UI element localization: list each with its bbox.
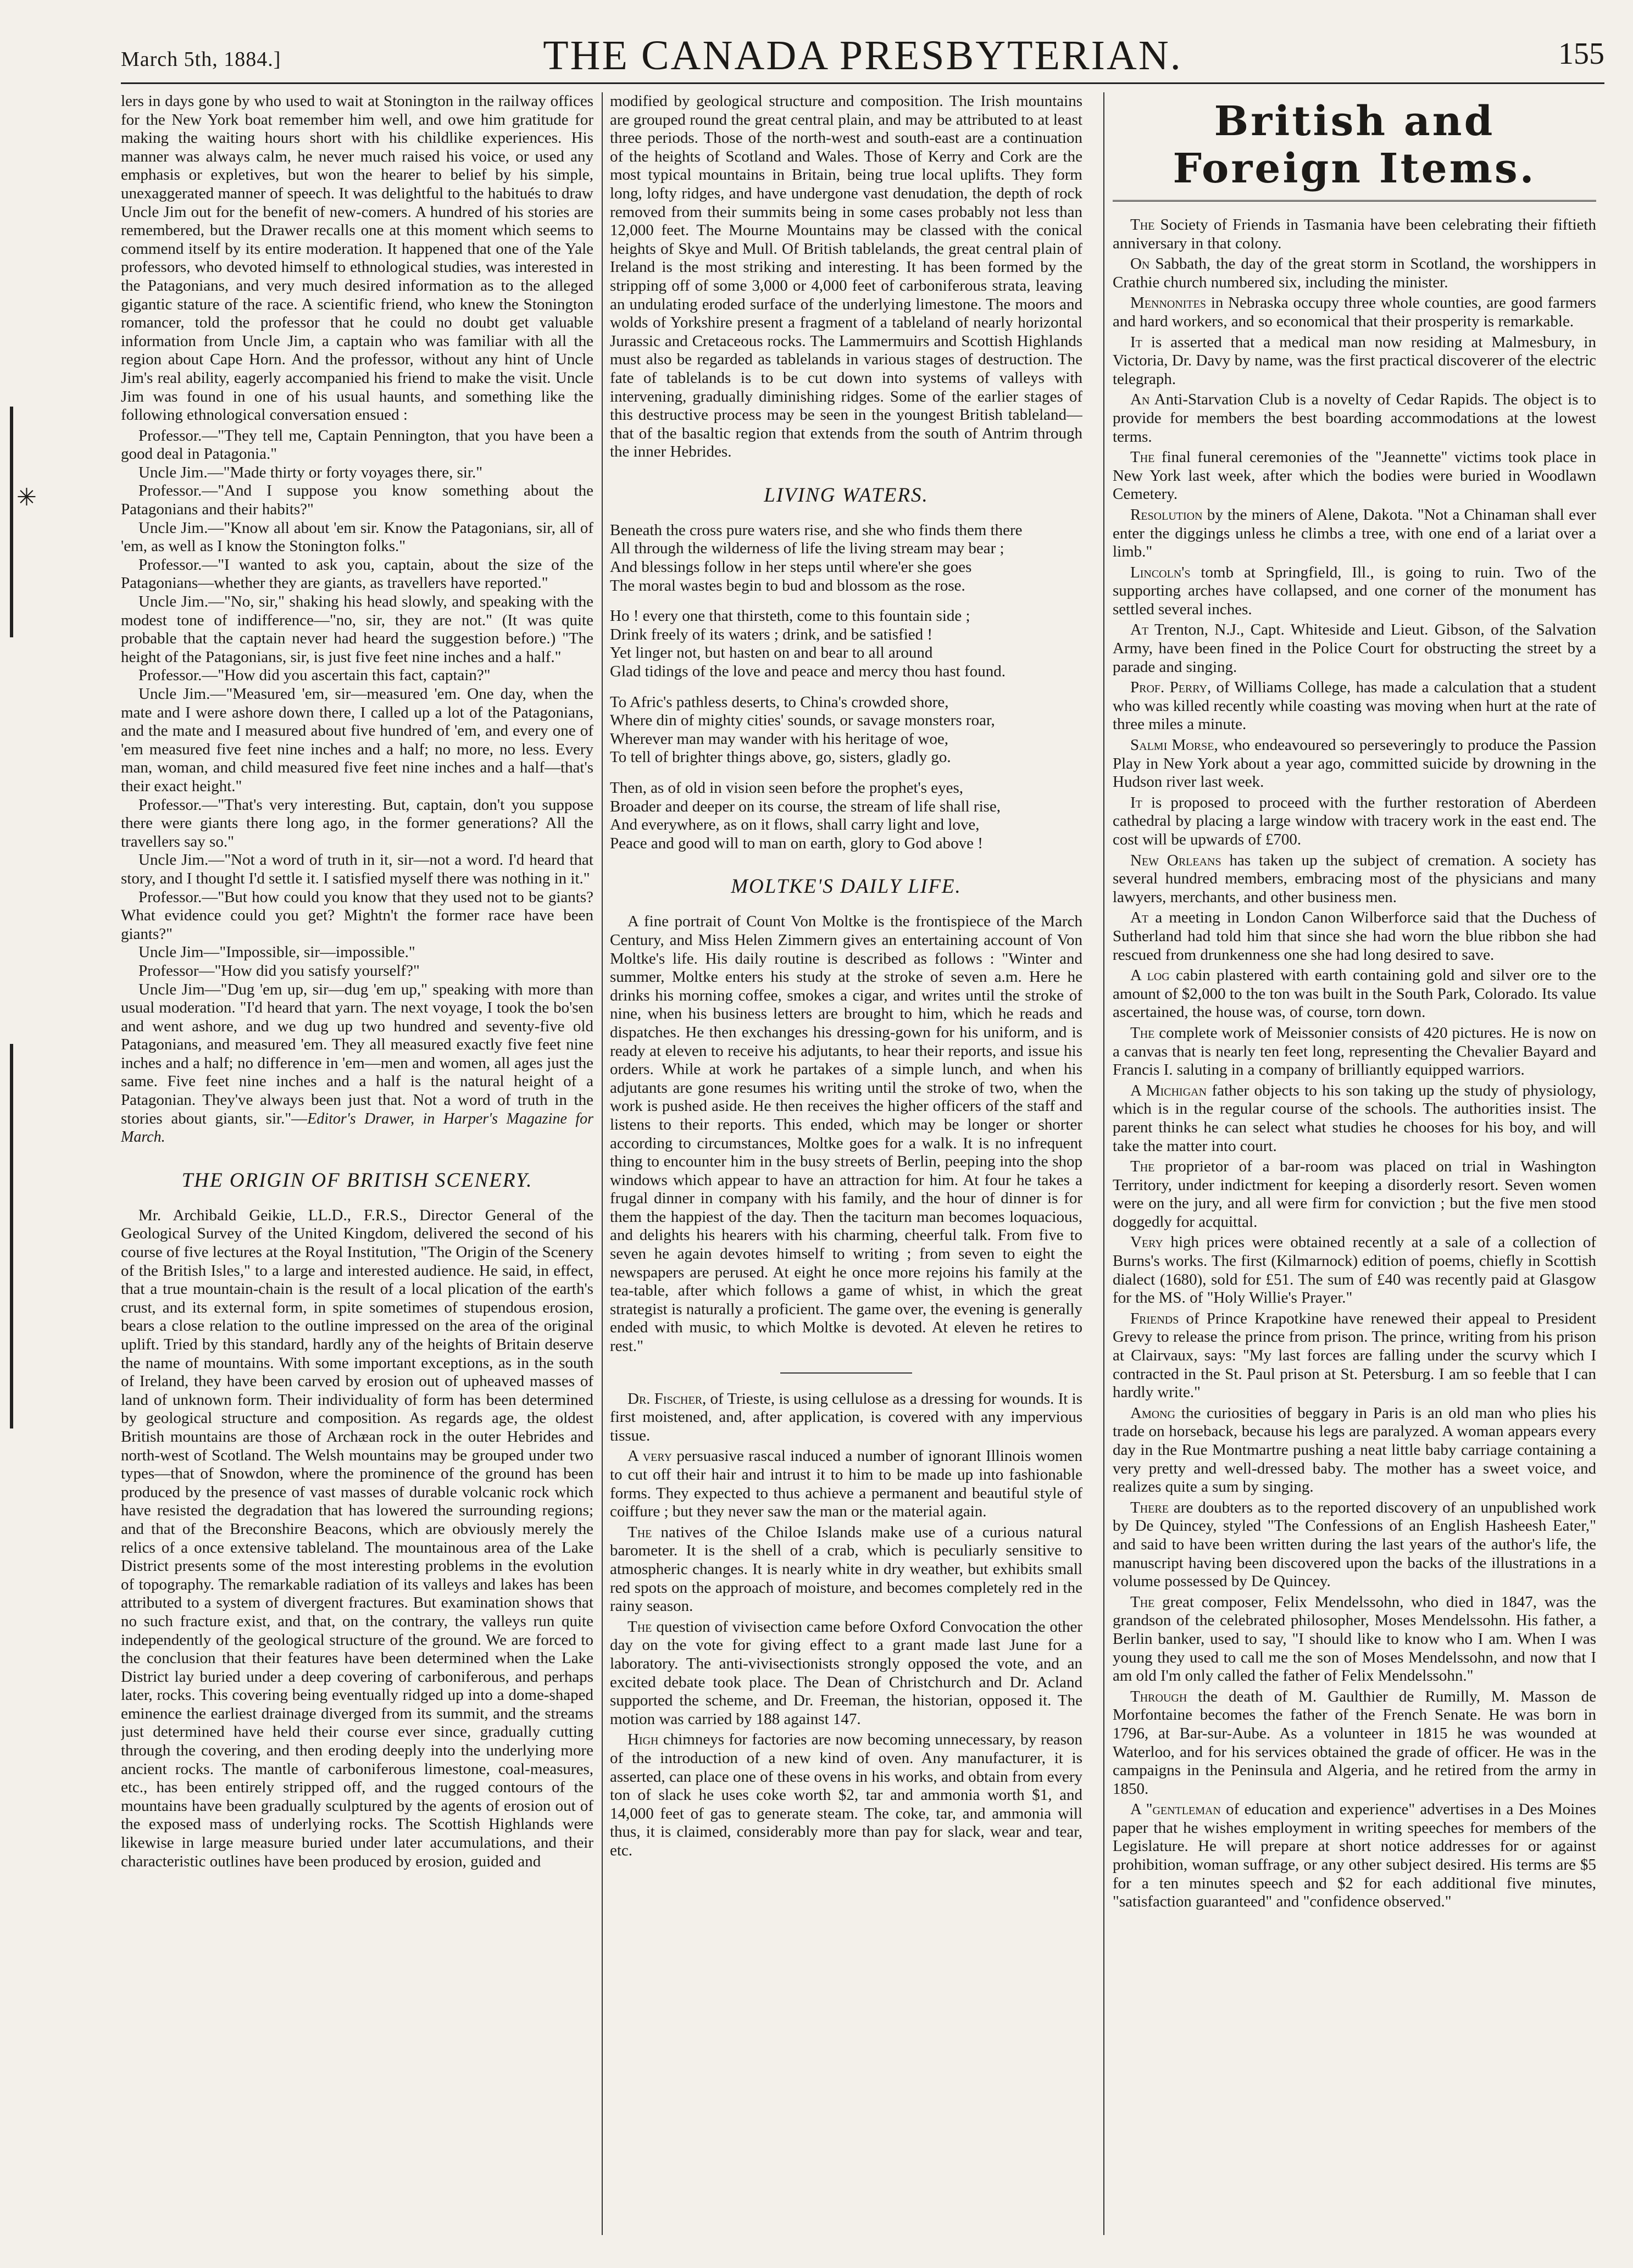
- foreign-item: [1113, 679, 1596, 734]
- dialog-line: Professor.—"That's very interesting. But, captain, don't you suppose there were giants there long ago, in the former generations? All the travellers say so.": [121, 796, 593, 850]
- foreign-item-lead: Mennonites: [1130, 294, 1206, 312]
- column-rule: [602, 92, 603, 2235]
- foreign-item-text: complete work of Meissonier consists of 420 pictures. He is now on a canvas that is nearly ten feet long, representing the Chevalier Bayard and Francis I. saluting in a company of brilliantly equipped warriors.: [1113, 1024, 1596, 1079]
- news-item-lead: A very: [627, 1447, 673, 1465]
- foreign-item-text: has taken up the subject of cremation. A society has several hundred members, embracing most of the physicians and many lawyers, merchants, and other business men.: [1113, 851, 1596, 906]
- poem-stanza: [610, 521, 1082, 595]
- foreign-item-text: by the miners of Alene, Dakota. "Not a Chinaman shall ever enter the diggings unless he climbs a tree, with one end of a lariat over a limb.": [1113, 505, 1596, 561]
- foreign-item-lead: New Orleans: [1130, 851, 1221, 869]
- foreign-item-lead: An: [1130, 391, 1150, 409]
- page-number: 155: [1558, 37, 1604, 71]
- dialog-line: Professor.—"And I suppose you know something about the Patagonians and their habits?": [121, 482, 593, 519]
- news-item-text: chimneys for factories are now becoming unnecessary, by reason of the introduction of a new kind of oven. Any manufacturer, it is asserted, can place one of these ovens in his works, and obtain from every ton of slack he uses coke worth $2, tar and ammonia worth $1, and 14,000 feet of gas to generate steam. The coke, tar, and ammonia will thus, it is claimed, considerably more than pay for slack, wear and tear, etc.: [610, 1731, 1082, 1859]
- foreign-item-text: who endeavoured so perseveringly to produce the Passion Play in New York about a year ago, committed suicide by drowning in the Hudson river last week.: [1113, 736, 1596, 791]
- margin-star-mark: ✳: [16, 484, 37, 511]
- foreign-item-lead: Salmi Morse,: [1130, 736, 1218, 754]
- poem-line: Wherever man may wander with his heritage of woe,: [610, 730, 949, 748]
- news-item: [610, 1524, 1082, 1616]
- foreign-item-lead: The: [1130, 1593, 1155, 1611]
- poem-line: Peace and good will to man on earth, glory to God above !: [610, 834, 983, 852]
- section-title-british-scenery: THE ORIGIN OF BRITISH SCENERY.: [181, 1169, 533, 1192]
- foreign-item-lead: Through: [1130, 1687, 1187, 1705]
- news-item-text: persuasive rascal induced a number of ignorant Illinois women to cut off their hair and intrust it to him to be made up into fashionable forms. They expected to thus achieve a permanent and beautiful style of coiffure ; but they never saw the man or the material again.: [610, 1447, 1082, 1521]
- dialog-line: Professor.—"But how could you know that they used not to be giants? What evidence could you get? Mightn't the former race have been giants?": [121, 888, 593, 943]
- column-rule: [1103, 92, 1104, 2235]
- foreign-item-text: the death of M. Gaulthier de Rumilly, M. Masson de Morfontaine becomes the father of the French Senate. He was born in 1796, at Bar-sur-Aube. As a volunteer in 1815 he was wounded at Waterloo, and for his services obtained the grade of officer. He was in the campaigns in the Peninsula and Algeria, and he retired from the army in 1850.: [1113, 1687, 1596, 1798]
- foreign-item-text: a meeting in London Canon Wilberforce said that the Duchess of Sutherland had told him that since she had worn the blue ribbon she had rescued from drunkenness one she had long desired to save.: [1113, 909, 1596, 964]
- foreign-item-lead: Lincoln's: [1130, 563, 1191, 581]
- foreign-item-lead: It: [1130, 333, 1142, 351]
- dialog-line: Uncle Jim—"Impossible, sir—impossible.": [138, 943, 415, 961]
- poem-line: To Afric's pathless deserts, to China's crowded shore,: [610, 693, 949, 711]
- foreign-item-lead: Among: [1130, 1404, 1176, 1422]
- foreign-item-lead: A "gentleman: [1130, 1800, 1221, 1819]
- poem-line: And blessings follow in her steps until where'er she goes: [610, 558, 972, 576]
- foreign-item: [1113, 333, 1596, 389]
- dialog-list: [121, 427, 593, 1147]
- foreign-item: [1113, 216, 1596, 253]
- foreign-item: [1113, 506, 1596, 562]
- newspaper-title: THE CANADA PRESBYTERIAN.: [543, 32, 1182, 79]
- foreign-item-text: great composer, Felix Mendelssohn, who died in 1847, was the grandson of the celebrated philosopher, Moses Mendelssohn. His father, a Berlin banker, used to say, "I should like to know who I am. When I was young they used to call me the son of Moses Mendelssohn, and now that I am old I'm only called the father of Felix Mendelssohn.": [1113, 1593, 1596, 1685]
- poem-line: Broader and deeper on its course, the stream of life shall rise,: [610, 797, 1001, 815]
- issue-date: March 5th, 1884.]: [121, 48, 281, 71]
- foreign-item-text: final funeral ceremonies of the "Jeannette" victims took place in New York last week, after which the bodies were buried in Woodlawn Cemetery.: [1113, 448, 1596, 503]
- foreign-item: [1113, 1800, 1596, 1911]
- foreign-item-text: are doubters as to the reported discovery of an unpublished work by De Quincey, styled "The Confessions of an English Hasheesh Eater," and said to have been written during the last years of the author's life, the manuscript having been discovered upon the backs of the illustrations in a volume possessed by De Quincey.: [1113, 1498, 1596, 1591]
- poem: [610, 521, 1082, 853]
- foreign-item: [1113, 1688, 1596, 1799]
- poem-line: Drink freely of its waters ; drink, and be satisfied !: [610, 625, 933, 643]
- poem-line: Where din of mighty cities' sounds, or savage monsters roar,: [610, 711, 995, 730]
- foreign-item: [1113, 1082, 1596, 1155]
- news-item-text: natives of the Chiloe Islands make use of a curious natural barometer. It is the shell of a crab, which is peculiarly sensitive to atmospheric changes. It is nearly white in dry weather, but exhibits small red spots on the approach of moisture, and becomes completely red in the rainy season.: [610, 1523, 1082, 1615]
- foreign-item: [1113, 564, 1596, 619]
- foreign-item-lead: The: [1130, 216, 1155, 234]
- foreign-item: [1113, 1233, 1596, 1307]
- dialog-line: Uncle Jim.—"Not a word of truth in it, sir—not a word. I'd heard that story, and I thought I'd settle it. I satisfied myself there was nothing in it.": [121, 851, 593, 887]
- news-item-lead: The: [627, 1617, 652, 1636]
- dialog-line: Uncle Jim.—"Made thirty or forty voyages there, sir.": [138, 463, 483, 481]
- foreign-item: [1113, 909, 1596, 964]
- news-item-text: question of vivisection came before Oxford Convocation the other day on the vote for giving effect to a grant made last June for a laboratory. The anti-vivisectionists strongly opposed the vote, and an excited debate took place. The Dean of Christchurch and Dr. Acland supported the scheme, and Dr. Freeman, the historian, opposed it. The motion was carried by 188 against 147.: [610, 1617, 1082, 1728]
- poem-line: Ho ! every one that thirsteth, come to this fountain side ;: [610, 607, 970, 625]
- foreign-item: [1113, 852, 1596, 907]
- news-item-lead: High: [627, 1731, 659, 1749]
- news-item: [610, 1618, 1082, 1729]
- foreign-item-text: of Williams College, has made a calculation that a student who was killed recently while coasting was moving when hurt at the rate of three miles a minute.: [1113, 679, 1596, 733]
- column-2: [610, 92, 1082, 2235]
- poem-line: And everywhere, as on it flows, shall carry light and love,: [610, 816, 980, 834]
- foreign-item-lead: It: [1130, 793, 1142, 811]
- foreign-item-lead: On: [1130, 255, 1150, 273]
- poem-line: Yet linger not, but hasten on and bear to all around: [610, 644, 933, 662]
- poem-line: All through the wilderness of life the living stream may bear ;: [610, 540, 1004, 558]
- foreign-item-text: is asserted that a medical man now residing at Malmesbury, in Victoria, Dr. Davy by name, was the first practical discoverer of the electric telegraph.: [1113, 333, 1596, 388]
- foreign-item: [1113, 391, 1596, 446]
- foreign-item: [1113, 255, 1596, 292]
- foreign-item: [1113, 736, 1596, 792]
- dialog-line: [121, 981, 593, 1147]
- dialog-line: Professor.—"How did you ascertain this fact, captain?": [138, 666, 491, 685]
- foreign-item-text: cabin plastered with earth containing gold and silver ore to the amount of $2,000 to the ton was built in the South Park, Colorado. Its value ascertained, the house was, of course, torn down.: [1113, 966, 1596, 1021]
- foreign-item: [1113, 966, 1596, 1022]
- column-3: [1113, 92, 1596, 2235]
- foreign-item-text: in Nebraska occupy three whole counties, are good farmers and hard workers, and so economical that their prosperity is remarkable.: [1113, 294, 1596, 330]
- section-divider: [780, 1372, 912, 1374]
- poem-line: Beneath the cross pure waters rise, and she who finds them there: [610, 521, 1023, 539]
- dialog-line: Uncle Jim.—"No, sir," shaking his head slowly, and speaking with the modest tone of indifference—"no, sir, they are not." (It was quite probable that the captain never had heard the suggestion before.) "The height of the Patagonians, sir, is just five feet nine inches and a half.": [121, 593, 593, 666]
- dialog-line: Professor—"How did you satisfy yourself?": [138, 961, 420, 980]
- foreign-item-text: proprietor of a bar-room was placed on trial in Washington Territory, under indictment for keeping a disorderly resort. Seven women were on the jury, and all were firm for conviction ; but the five men stood doggedly for acquittal.: [1113, 1158, 1596, 1231]
- foreign-item: [1113, 1310, 1596, 1402]
- news-item-text: of Trieste, is using cellulose as a dressing for wounds. It is first moistened, and, after application, is covered with any impervious tissue.: [610, 1389, 1082, 1444]
- foreign-item-text: Trenton, N.J., Capt. Whiteside and Lieut. Gibson, of the Salvation Army, have been fined in the Police Court for obstructing the street by a parade and singing.: [1113, 621, 1596, 676]
- poem-line: Then, as of old in vision seen before the prophet's eyes,: [610, 779, 964, 797]
- poem-stanza: [610, 779, 1082, 853]
- poem-line: The moral wastes begin to bud and blossom as the rose.: [610, 576, 965, 594]
- foreign-item-lead: The: [1130, 1024, 1155, 1042]
- header-rule: [121, 82, 1604, 84]
- foreign-item-lead: The: [1130, 1158, 1155, 1176]
- foreign-item-lead: A log: [1130, 966, 1170, 985]
- british-scenery-continued: modified by geological structure and composition. The Irish mountains are grouped round the great central plain, and may be attributed to at least three periods. Those of the north-west and south-east are a continuation of the heights of Scotland and Wales. Those of Kerry and Cork are the most typical mountains in Britain, being true local uplifts. They form long, lofty ridges, and have undergone vast denudation, the depth of rock removed from their summits being in some cases probably not less than 12,000 feet. The Mourne Mountains may be classed with the conical heights of Skye and Mull. Of British tablelands, the great central plain of Ireland is the most striking and interesting. It has been formed by the stripping off of some 3,000 or 4,000 feet of carboniferous strata, leaving an undulating eroded surface of the underlying limestone. The moors and wolds of Yorkshire present a fragment of a tableland of nearly horizontal Jurassic and Cretaceous rocks. The Lammermuirs and Scottish Highlands must also be regarded as tablelands in various stages of destruction. The fate of tablelands is to be cut down into systems of valleys with intervening, gradually diminishing ridges. Some of the earlier stages of this destructive process may be seen in the youngest British tableland—that of the basaltic region that extends from the south of Antrim through the inner Hebrides.: [610, 92, 1082, 461]
- foreign-item-lead: Resolution: [1130, 505, 1203, 524]
- news-item-lead: Dr. Fischer,: [627, 1389, 707, 1408]
- foreign-item-lead: At: [1130, 909, 1149, 927]
- poem-stanza: [610, 693, 1082, 767]
- news-item: [610, 1731, 1082, 1860]
- poem-line: To tell of brighter things above, go, sisters, gladly go.: [610, 748, 951, 766]
- news-item-lead: The: [627, 1523, 652, 1541]
- page-header: [121, 29, 1604, 78]
- dialog-line: Uncle Jim.—"Measured 'em, sir—measured 'em. One day, when the mate and I were ashore down there, I called up a lot of the Patagonians, and the mate and I measured about five hundred of 'em, and every one of 'em measured five feet nine inches and a half; no more, no less. Every man, woman, and child measured five feet nine inches and a half—that's their exact height.": [121, 685, 593, 795]
- british-foreign-items-heading: British and Foreign Items.: [1113, 98, 1596, 202]
- foreign-item: [1113, 1158, 1596, 1231]
- foreign-item-lead: The: [1130, 448, 1155, 466]
- poem-stanza: [610, 607, 1082, 681]
- margin-binding-mark: [10, 1044, 13, 1428]
- foreign-item-lead: There: [1130, 1498, 1169, 1516]
- foreign-item: [1113, 1499, 1596, 1591]
- section-title-living-waters: LIVING WATERS.: [764, 483, 929, 507]
- foreign-item-lead: Prof. Perry,: [1130, 679, 1212, 697]
- foreign-item-lead: Friends: [1130, 1309, 1179, 1327]
- foreign-item: [1113, 1024, 1596, 1080]
- moltke-text: A fine portrait of Count Von Moltke is the frontispiece of the March Century, and Miss Helen Zimmern gives an entertaining account of Von Moltke's life. His daily routine is described as follows : "Winter and summer, Moltke enters his study at the stroke of seven a.m. Here he drinks his morning coffee, smokes a cigar, and writes until the stroke of nine, when his business letters are brought to him, which he reads and dispatches. He then exchanges his dressing-gown for his uniform, and is ready at eleven to receive his adjutants, to hear their reports, and issue his orders. While at work he partakes of a simple lunch, and when his adjutants are gone resumes his writing until the stroke of two, when the work is pushed aside. He then receives the higher officers of the staff and listens to their reports. This ended, which may be longer or shorter according to circumstances, Moltke goes for a walk. It is no infrequent thing to encounter him in the busy streets of Berlin, peeping into the shop windows which appear to have an attraction for him. At four he takes a frugal dinner in company with his family, and the hour of dinner is for them the happiest of the day. Then the taciturn man becomes loquacious, and delights his hearers with his charming, cheerful talk. From five to seven he again devotes himself to writing ; from seven to eight the newspapers are perused. At eight he once more rejoins his family at the tea-table, after which follows a game of whist, in which the great strategist is naturally a proficient. The game over, the evening is generally ended with music, to which Moltke is devoted. At eleven he retires to rest.": [610, 913, 1082, 1355]
- foreign-item-text: Sabbath, the day of the great storm in Scotland, the worshippers in Crathie church numbered six, including the minister.: [1113, 255, 1596, 291]
- dialog-line: Uncle Jim.—"Know all about 'em sir. Know the Patagonians, sir, all of 'em, as well as I know the Stonington folks.": [121, 519, 593, 555]
- news-item: [610, 1447, 1082, 1521]
- foreign-item-text: the curiosities of beggary in Paris is an old man who plies his trade on horseback, because his legs are paralyzed. A woman appears every day in the Rue Montmartre pushing a neat little baby carriage containing a very pretty and well-dressed baby. The mother has a sweet voice, and realizes quite a sum by singing.: [1113, 1404, 1596, 1496]
- foreign-item-text: of education and experience" advertises in a Des Moines paper that he wishes employment in writing speeches for members of the Legislature. He will prepare at short notice addresses for or against prohibition, woman suffrage, or any other subject desired. His terms are $5 for a ten minutes speech and $2 for each additional five minutes, "satisfaction guaranteed" and "confidence observed.": [1113, 1800, 1596, 1911]
- dialog-line-text: Uncle Jim—"Dug 'em up, sir—dug 'em up," speaking with more than usual moderation. "I'd heard that yarn. The next voyage, I took the bo'sen and went ashore, and we dug up two hundred and seventy-five old Patagonians, and measured 'em. They all measured exactly five feet nine inches and a half; no difference in 'em—men and women, all ages just the same. Five feet nine inches and a half is the natural height of a Patagonian. They've always been just that. Not a word of truth in the stories about giants, sir."—: [121, 980, 593, 1127]
- foreign-item: [1113, 448, 1596, 504]
- news-item: [610, 1390, 1082, 1446]
- foreign-item: [1113, 1404, 1596, 1497]
- foreign-item-lead: At: [1130, 621, 1149, 639]
- uncle-jim-intro: lers in days gone by who used to wait at Stonington in the railway offices for the New York boat remember him well, and owe him gratitude for making the waiting hours short with his childlike experiences. His manner was always calm, he never much raised his voice, or used any emphasis or expletives, but won the hearer to belief by his simple, unexaggerated manner of speech. It was delightful to the habitués to draw Uncle Jim out for the benefit of new-comers. A hundred of his stories are remembered, but the Drawer recalls one at this moment which seems to commend itself by its entire moderation. It happened that one of the Yale professors, who devoted himself to ethnological studies, was interested in the Patagonians, and very much desired information as to the alleged gigantic stature of the race. A scientific friend, who knew the Stonington romancer, told the professor that he could no doubt get valuable information from Uncle Jim, a captain who was familiar with all the region about Cape Horn. And the professor, without any hint of Uncle Jim's real ability, eagerly accompanied his friend to make the visit. Uncle Jim was found in one of his usual haunts, and something like the following ethnological conversation ensued :: [121, 92, 593, 424]
- foreign-item-lead: Very: [1130, 1233, 1163, 1252]
- margin-binding-mark: [10, 407, 13, 637]
- article-source: Editor's Drawer, in Harper's Magazine for March.: [121, 1110, 593, 1146]
- foreign-item: [1113, 794, 1596, 849]
- foreign-item-text: father objects to his son taking up the study of physiology, which is in the regular course of the schools. The authorities insist. The parent thinks he can select what studies he chooses for his boy, and will take the matter into court.: [1113, 1081, 1596, 1155]
- foreign-item-text: Anti-Starvation Club is a novelty of Cedar Rapids. The object is to provide for members the best boarding accommodations at the lowest terms.: [1113, 391, 1596, 446]
- dialog-line: Professor.—"I wanted to ask you, captain, about the size of the Patagonians—whether they are giants, as travellers have reported.": [121, 555, 593, 592]
- foreign-item-text: of Prince Krapotkine have renewed their appeal to President Grevy to release the prince from prison. The prince, writing from his prison at Clairvaux, says: "My last forces are falling under the scurvy which I contracted in the St. Paul prison at St. Petersburg. I am so feeble that I can hardly write.": [1113, 1309, 1596, 1402]
- foreign-item-text: tomb at Springfield, Ill., is going to ruin. Two of the supporting arches have collapsed, and one corner of the monument has settled several inches.: [1113, 563, 1596, 618]
- dialog-line: Professor.—"They tell me, Captain Pennington, that you have been a good deal in Patagonia.": [121, 426, 593, 463]
- foreign-item-text: is proposed to proceed with the further restoration of Aberdeen cathedral by placing a large window with tracery work in the east end. The cost will be upwards of £700.: [1113, 793, 1596, 848]
- section-title-moltke: MOLTKE'S DAILY LIFE.: [731, 875, 962, 898]
- column-1: [121, 92, 593, 2235]
- british-foreign-items-list: [1113, 216, 1596, 1911]
- british-scenery-text: Mr. Archibald Geikie, LL.D., F.R.S., Director General of the Geological Survey of the United Kingdom, delivered the second of his course of five lectures at the Royal Institution, "The Origin of the Scenery of the British Isles," to a large and interested audience. He said, in effect, that a true mountain-chain is the result of a local plication of the earth's crust, and its external form, in spite sometimes of stupendous erosion, bears a close relation to the outline impressed on the area of the original uplift. Tried by this standard, hardly any of the heights of Britain deserve the name of mountains. With some important exceptions, as in the south of Ireland, they have been carved by erosion out of upheaved masses of land of unknown form. Their individuality of form has been determined by geological structure and composition. As regards age, the oldest British mountains are those of Archæan rock in the outer Hebrides and north-west of Scotland. The Welsh mountains may be grouped under two types—that of Snowdon, where the prominence of the ground has been produced by the presence of vast masses of durable volcanic rock which have resisted the degradation that has lowered the surrounding regions; and that of the Breconshire Beacons, which are obviously merely the relics of a once extensive tableland. The mountainous area of the Lake District presents some of the most interesting problems in the evolution of topography. The remarkable radiation of its valleys and lakes has been attributed to a system of divergent fractures. But examination shows that no such fracture exist, and that, on the contrary, the valleys run quite independently of the geological structure of the ground. We are forced to the conclusion that their features have been determined when the Lake District lay buried under a deep covering of carboniferous, and perhaps later, rocks. This covering being eventually ridged up into a dome-shaped eminence the earliest drainage diverged from its summit, and the streams just determined have held their course ever since, gradually cutting through the covering, and then eroding deeply into the underlying more ancient rocks. The mantle of carboniferous limestone, coal-measures, etc., has been entirely stripped off, and the rugged contours of the mountains have been gradually sculptured by the agents of erosion out of the exposed mass of underlying rocks. The Scottish Highlands were likewise in large measure buried under later accumulations, and their characteristic outlines have been produced by erosion, guided and: [121, 1206, 593, 1870]
- foreign-item: [1113, 621, 1596, 676]
- foreign-item: [1113, 294, 1596, 331]
- foreign-item-text: Society of Friends in Tasmania have been celebrating their fiftieth anniversary in that colony.: [1113, 216, 1596, 252]
- foreign-item-text: high prices were obtained recently at a sale of a collection of Burns's works. The first (Kilmarnock) edition of poems, chiefly in Scottish dialect (1680), sold for £51. The sum of £40 was recently paid at Glasgow for the MS. of "Holy Willie's Prayer.": [1113, 1233, 1596, 1307]
- poem-line: Glad tidings of the love and peace and mercy thou hast found.: [610, 663, 1006, 681]
- foreign-item: [1113, 1593, 1596, 1686]
- foreign-item-lead: A Michigan: [1130, 1081, 1207, 1099]
